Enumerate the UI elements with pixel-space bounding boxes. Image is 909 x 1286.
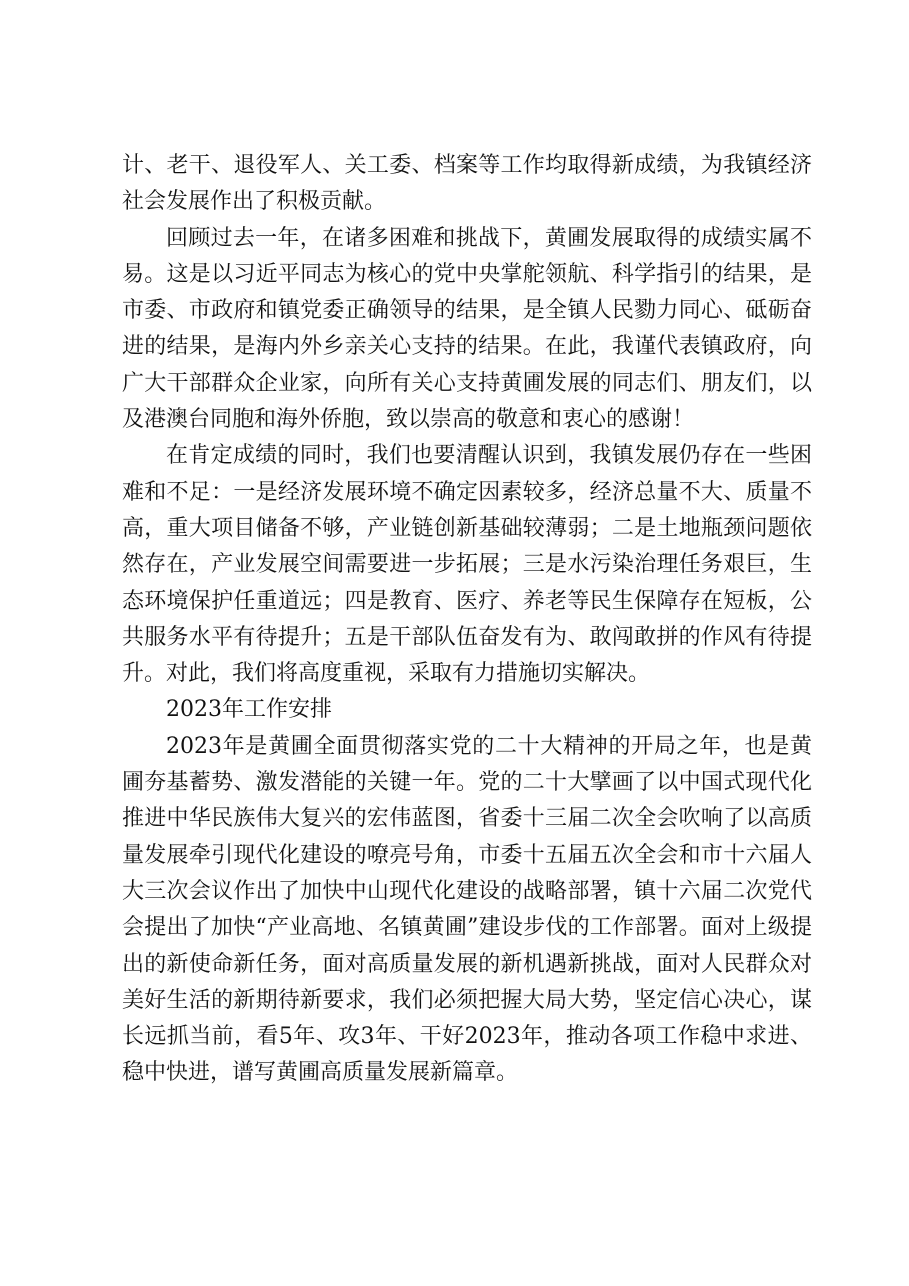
section-heading-2023-work-plan: 2023年工作安排	[166, 697, 332, 723]
paragraph-2023-overview: 2023年是黄圃全面贯彻落实党的二十大精神的开局之年，也是黄圃夯基蓄势、激发潜能的关键一年。党的二十大擘画了以中国式现代化推进中华民族伟大复兴的宏伟蓝图，省委十三届二次全会吹响了以高质量发展牵引现代化建设的嘹亮号角，市委十五届五次全会和市十六届人大三次会议作出了加快中山现代化建设的战略部署，镇十六届二次党代会提出了加快“产业高地、名镇黄圃”建设步伐的工作部署。面对上级提出的新使命新任务，面对高质量发展的新机遇新挑战，面对人民群众对美好生活的新期待新要求，我们必须把握大局大势，坚定信心决心，谋长远抓当前，看5年、攻3年、干好2023年，推动各项工作稳中求进、稳中快进，谱写黄圃高质量发展新篇章。	[122, 733, 812, 1086]
document-body	[122, 148, 812, 1092]
paragraph-continuation: 计、老干、退役军人、关工委、档案等工作均取得新成绩，为我镇经济社会发展作出了积极贡献。	[122, 153, 812, 215]
paragraph-review: 回顾过去一年，在诸多困难和挑战下，黄圃发展取得的成绩实属不易。这是以习近平同志为核心的党中央掌舵领航、科学指引的结果，是市委、市政府和镇党委正确领导的结果，是全镇人民勠力同心、砥砺奋进的结果，是海内外乡亲关心支持的结果。在此，我谨代表镇政府，向广大干部群众企业家，向所有关心支持黄圃发展的同志们、朋友们，以及港澳台同胞和海外侨胞，致以崇高的敬意和衷心的感谢！	[122, 225, 812, 433]
paragraph-shortcomings: 在肯定成绩的同时，我们也要清醒认识到，我镇发展仍存在一些困难和不足：一是经济发展环境不确定因素较多，经济总量不大、质量不高，重大项目储备不够，产业链创新基础较薄弱；二是土地瓶颈问题依然存在，产业发展空间需要进一步拓展；三是水污染治理任务艰巨，生态环境保护任重道远；四是教育、医疗、养老等民生保障存在短板，公共服务水平有待提升；五是干部队伍奋发有为、敢闯敢拼的作风有待提升。对此，我们将高度重视，采取有力措施切实解决。	[122, 443, 812, 687]
